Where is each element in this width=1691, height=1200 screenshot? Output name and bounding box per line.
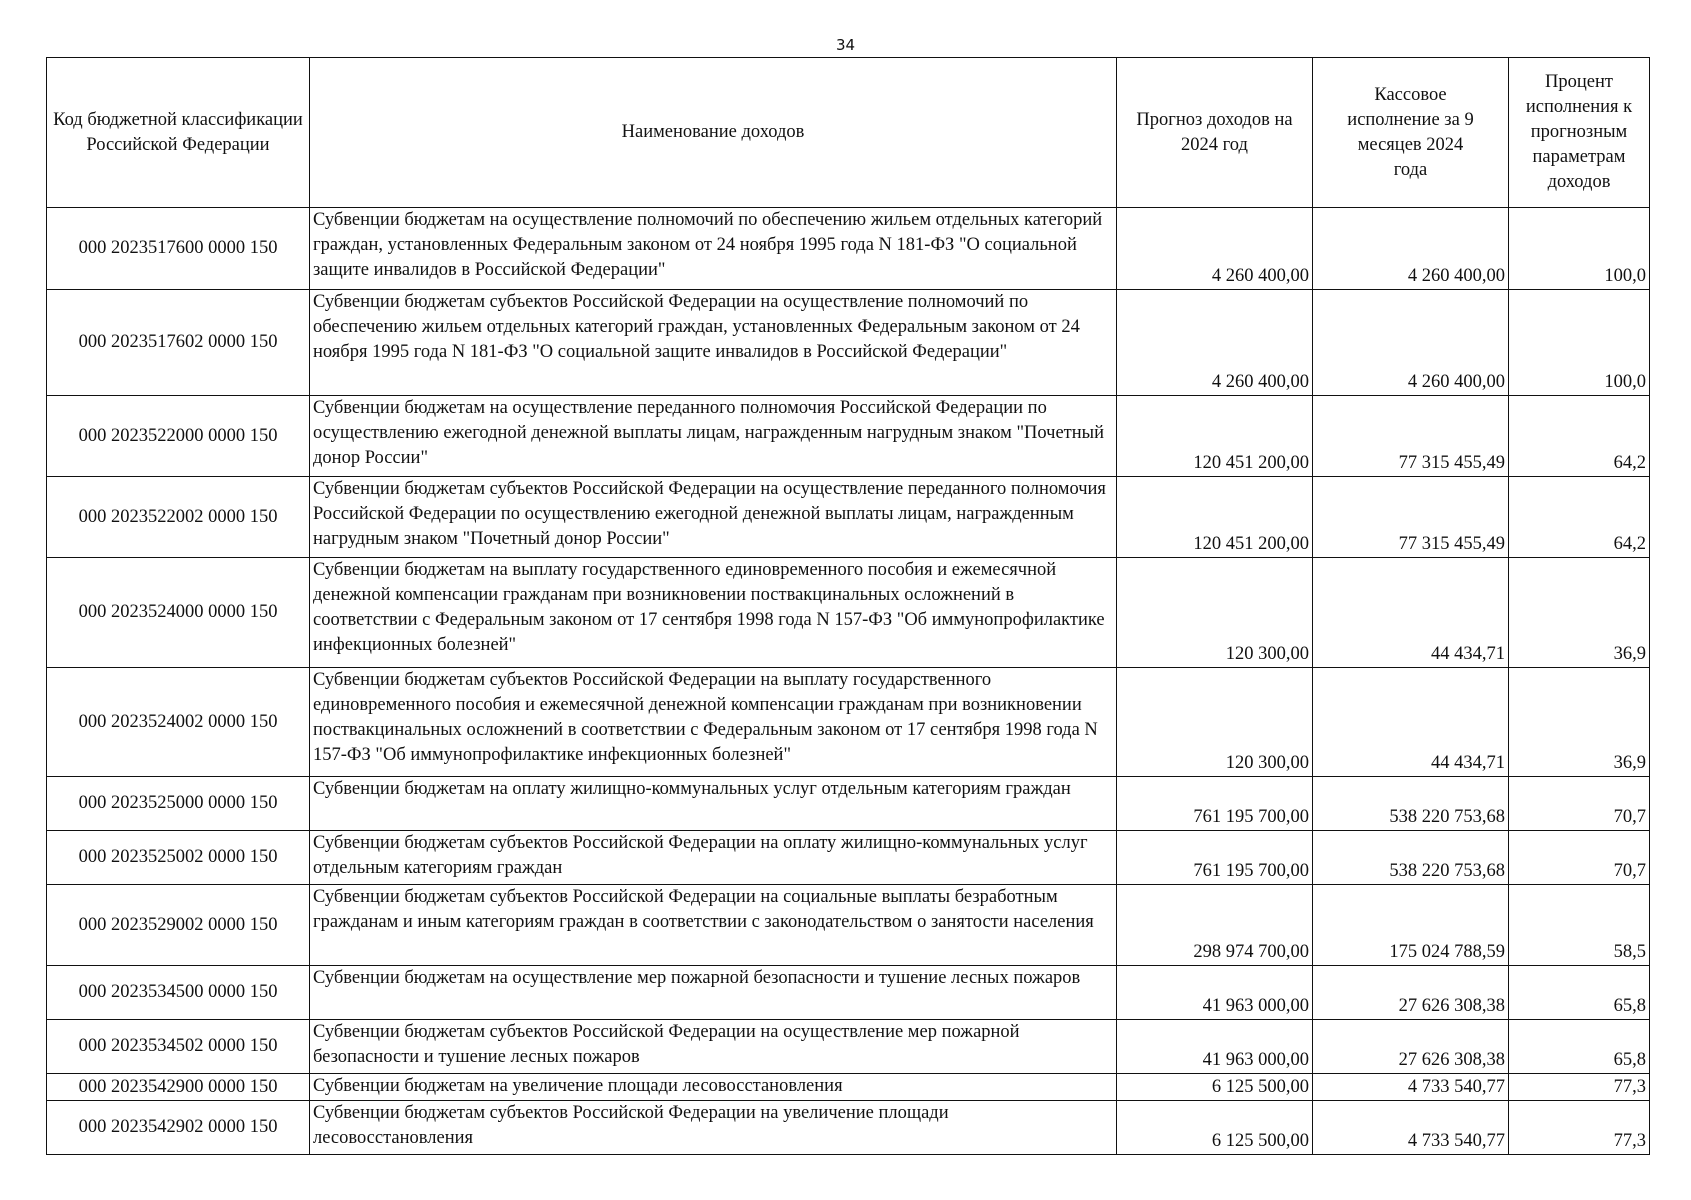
table-row [47, 966, 1650, 1020]
row-code: 000 2023534500 0000 150 [47, 966, 310, 1020]
row-execution: 4 260 400,00 [1313, 208, 1509, 290]
row-name: Субвенции бюджетам субъектов Российской Федерации на увеличение площади лесовосстановления [310, 1101, 1117, 1155]
row-forecast: 4 260 400,00 [1117, 290, 1313, 396]
row-name: Субвенции бюджетам субъектов Российской Федерации на осуществление полномочий по обеспечению жильем отдельных категорий граждан, установленных Федеральным законом от 24 ноября 1995 года N 181-ФЗ "О социальной защите инвалидов в Российской Федерации" [310, 290, 1117, 396]
row-name: Субвенции бюджетам субъектов Российской Федерации на осуществление переданного полномочия Российской Федерации по осуществлению ежегодной денежной выплаты лицам, награжденным нагрудным знаком "Почетный донор России" [310, 477, 1117, 558]
table-row [47, 831, 1650, 885]
row-code: 000 2023525000 0000 150 [47, 777, 310, 831]
table-row [47, 558, 1650, 668]
row-execution: 77 315 455,49 [1313, 396, 1509, 477]
page-number: 34 [835, 36, 856, 54]
row-execution: 44 434,71 [1313, 558, 1509, 668]
table-row [47, 396, 1650, 477]
row-forecast: 6 125 500,00 [1117, 1074, 1313, 1101]
row-execution: 44 434,71 [1313, 668, 1509, 777]
table-row [47, 885, 1650, 966]
row-percent: 36,9 [1509, 558, 1650, 668]
row-code: 000 2023517602 0000 150 [47, 290, 310, 396]
row-forecast: 120 451 200,00 [1117, 477, 1313, 558]
row-code: 000 2023542900 0000 150 [47, 1074, 310, 1101]
row-forecast: 41 963 000,00 [1117, 1020, 1313, 1074]
row-name: Субвенции бюджетам на осуществление полномочий по обеспечению жильем отдельных категорий граждан, установленных Федеральным законом от 24 ноября 1995 года N 181-ФЗ "О социальной защите инвалидов в Российской Федерации" [310, 208, 1117, 290]
row-percent: 65,8 [1509, 966, 1650, 1020]
row-code: 000 2023522002 0000 150 [47, 477, 310, 558]
row-forecast: 761 195 700,00 [1117, 777, 1313, 831]
row-code: 000 2023525002 0000 150 [47, 831, 310, 885]
row-forecast: 4 260 400,00 [1117, 208, 1313, 290]
row-forecast: 298 974 700,00 [1117, 885, 1313, 966]
header-execution: Кассовое исполнение за 9 месяцев 2024 года [1313, 58, 1509, 208]
row-execution: 27 626 308,38 [1313, 1020, 1509, 1074]
table-row [47, 477, 1650, 558]
row-forecast: 6 125 500,00 [1117, 1101, 1313, 1155]
row-percent: 58,5 [1509, 885, 1650, 966]
revenue-table [46, 57, 1650, 1155]
row-percent: 70,7 [1509, 777, 1650, 831]
row-name: Субвенции бюджетам субъектов Российской Федерации на социальные выплаты безработным гражданам и иным категориям граждан в соответствии с законодательством о занятости населения [310, 885, 1117, 966]
row-execution: 77 315 455,49 [1313, 477, 1509, 558]
row-name: Субвенции бюджетам субъектов Российской Федерации на осуществление мер пожарной безопасности и тушение лесных пожаров [310, 1020, 1117, 1074]
row-forecast: 120 451 200,00 [1117, 396, 1313, 477]
table-row [47, 668, 1650, 777]
row-forecast: 120 300,00 [1117, 668, 1313, 777]
row-percent: 65,8 [1509, 1020, 1650, 1074]
header-percent: Процент исполнения к прогнозным параметрам доходов [1509, 58, 1650, 208]
table-row [47, 777, 1650, 831]
row-execution: 175 024 788,59 [1313, 885, 1509, 966]
row-name: Субвенции бюджетам на осуществление переданного полномочия Российской Федерации по осуществлению ежегодной денежной выплаты лицам, награжденным нагрудным знаком "Почетный донор России" [310, 396, 1117, 477]
header-name: Наименование доходов [310, 58, 1117, 208]
row-execution: 538 220 753,68 [1313, 777, 1509, 831]
row-code: 000 2023529002 0000 150 [47, 885, 310, 966]
row-name: Субвенции бюджетам на оплату жилищно-коммунальных услуг отдельным категориям граждан [310, 777, 1117, 831]
table-row [47, 1020, 1650, 1074]
row-percent: 77,3 [1509, 1101, 1650, 1155]
row-percent: 77,3 [1509, 1074, 1650, 1101]
row-forecast: 41 963 000,00 [1117, 966, 1313, 1020]
table-row [47, 290, 1650, 396]
row-name: Субвенции бюджетам на увеличение площади лесовосстановления [310, 1074, 1117, 1101]
row-percent: 64,2 [1509, 477, 1650, 558]
row-execution: 538 220 753,68 [1313, 831, 1509, 885]
row-execution: 4 733 540,77 [1313, 1074, 1509, 1101]
table-header-row [47, 58, 1650, 208]
row-code: 000 2023524000 0000 150 [47, 558, 310, 668]
row-forecast: 761 195 700,00 [1117, 831, 1313, 885]
row-percent: 100,0 [1509, 208, 1650, 290]
header-code: Код бюджетной классификации Российской Федерации [47, 58, 310, 208]
row-code: 000 2023522000 0000 150 [47, 396, 310, 477]
row-code: 000 2023524002 0000 150 [47, 668, 310, 777]
table-row [47, 208, 1650, 290]
row-name: Субвенции бюджетам субъектов Российской Федерации на выплату государственного единовременного пособия и ежемесячной денежной компенсации гражданам при возникновении поствакцинальных осложнений в соответствии с Федеральным законом от 17 сентября 1998 года N 157-ФЗ "Об иммунопрофилактике инфекционных болезней" [310, 668, 1117, 777]
row-execution: 27 626 308,38 [1313, 966, 1509, 1020]
row-execution: 4 733 540,77 [1313, 1101, 1509, 1155]
row-forecast: 120 300,00 [1117, 558, 1313, 668]
row-percent: 64,2 [1509, 396, 1650, 477]
header-forecast: Прогноз доходов на 2024 год [1117, 58, 1313, 208]
row-percent: 36,9 [1509, 668, 1650, 777]
row-code: 000 2023534502 0000 150 [47, 1020, 310, 1074]
table-row [47, 1101, 1650, 1155]
row-name: Субвенции бюджетам на осуществление мер пожарной безопасности и тушение лесных пожаров [310, 966, 1117, 1020]
row-percent: 70,7 [1509, 831, 1650, 885]
row-name: Субвенции бюджетам на выплату государственного единовременного пособия и ежемесячной денежной компенсации гражданам при возникновении поствакцинальных осложнений в соответствии с Федеральным законом от 17 сентября 1998 года N 157-ФЗ "Об иммунопрофилактике инфекционных болезней" [310, 558, 1117, 668]
table-row [47, 1074, 1650, 1101]
row-percent: 100,0 [1509, 290, 1650, 396]
row-code: 000 2023517600 0000 150 [47, 208, 310, 290]
row-execution: 4 260 400,00 [1313, 290, 1509, 396]
row-name: Субвенции бюджетам субъектов Российской Федерации на оплату жилищно-коммунальных услуг отдельным категориям граждан [310, 831, 1117, 885]
row-code: 000 2023542902 0000 150 [47, 1101, 310, 1155]
